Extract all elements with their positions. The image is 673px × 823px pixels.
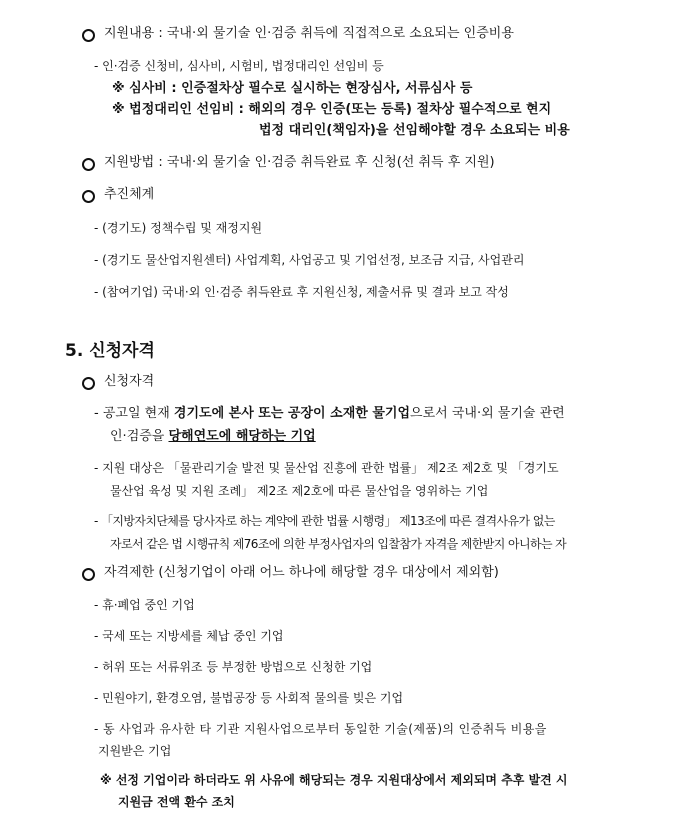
qualification-item-3-line1: - 「지방자치단체를 당사자로 하는 계약에 관한 법률 시행령」 제13조에 따른 결격사유가 없는 (94, 514, 555, 528)
restriction-item-5-line2: 지원받은 기업 (98, 744, 172, 758)
qualification-item-1-pre: - 공고일 현재 (94, 406, 174, 421)
qualification-item-1-line2-pre: 인·검증을 (110, 429, 169, 444)
note-audit-fee: ※ 심사비 : 인증절차상 필수로 실시하는 현장심사, 서류심사 등 (112, 81, 473, 96)
qualification-item-2-line2: 물산업 육성 및 지원 조례」 제2조 제2호에 따른 물산업을 영위하는 기업 (110, 484, 489, 498)
exclusion-note-line2: 지원금 전액 환수 조치 (118, 795, 235, 809)
restriction-item: - 국세 또는 지방세를 체납 중인 기업 (94, 629, 284, 643)
bullet-circle-icon (82, 377, 95, 390)
bullet-circle-icon (82, 158, 95, 171)
restriction-item-5-line1: - 동 사업과 유사한 타 기관 지원사업으로부터 동일한 기술(제품)의 인증취득 비용을 (94, 722, 547, 736)
restriction-heading: 자격제한 (신청기업이 아래 어느 하나에 해당할 경우 대상에서 제외함) (104, 565, 499, 580)
qualification-item-1-line1 (94, 405, 565, 423)
note-agent-fee-line1: ※ 법정대리인 선임비 : 해외의 경우 인증(또는 등록) 절차상 필수적으로 현지 (112, 102, 552, 117)
note-agent-fee-line2: 법정 대리인(책임자)을 선임해야할 경우 소요되는 비용 (259, 123, 570, 138)
qualification-item-1-underlined: 당해연도에 해당하는 기업 (168, 429, 316, 444)
restriction-item: - 허위 또는 서류위조 등 부정한 방법으로 신청한 기업 (94, 660, 373, 674)
bullet-circle-icon (82, 568, 95, 581)
qualification-heading: 신청자격 (104, 374, 155, 389)
bullet-circle-icon (82, 190, 95, 203)
promotion-item: - (경기도) 정책수립 및 재정지원 (94, 221, 263, 235)
bullet-circle-icon (82, 29, 95, 42)
qualification-item-1-post: 으로서 국내·외 물기술 관련 (410, 406, 565, 421)
support-content-sub: - 인·검증 신청비, 심사비, 시험비, 법정대리인 선임비 등 (94, 59, 384, 73)
promotion-heading: 추진체계 (104, 187, 155, 202)
qualification-item-1-bold: 경기도에 본사 또는 공장이 소재한 물기업 (173, 406, 411, 421)
promotion-item: - (참여기업) 국내·외 인·검증 취득완료 후 지원신청, 제출서류 및 결과 보고 작성 (94, 285, 509, 299)
restriction-item: - 휴·폐업 중인 기업 (94, 598, 195, 612)
restriction-item: - 민원야기, 환경오염, 불법공장 등 사회적 물의를 빚은 기업 (94, 691, 404, 705)
qualification-item-3-line2: 자로서 같은 법 시행규칙 제76조에 의한 부정사업자의 입찰참가 자격을 제한받지 아니하는 자 (110, 537, 567, 551)
section-title: 5. 신청자격 (65, 341, 155, 361)
qualification-item-2-line1: - 지원 대상은 「물관리기술 발전 및 물산업 진흥에 관한 법률」 제2조 제2호 및 「경기도 (94, 461, 559, 475)
support-method-text: 지원방법 : 국내·외 물기술 인·검증 취득완료 후 신청(선 취득 후 지원) (104, 155, 495, 170)
exclusion-note-line1: ※ 선정 기업이라 하더라도 위 사유에 해당되는 경우 지원대상에서 제외되며 추후 발견 시 (100, 773, 568, 787)
promotion-item: - (경기도 물산업지원센터) 사업계획, 사업공고 및 기업선정, 보조금 지급, 사업관리 (94, 253, 525, 267)
support-content-text: 지원내용 : 국내·외 물기술 인·검증 취득에 직접적으로 소요되는 인증비용 (104, 26, 514, 41)
qualification-item-1-line2 (110, 428, 316, 446)
